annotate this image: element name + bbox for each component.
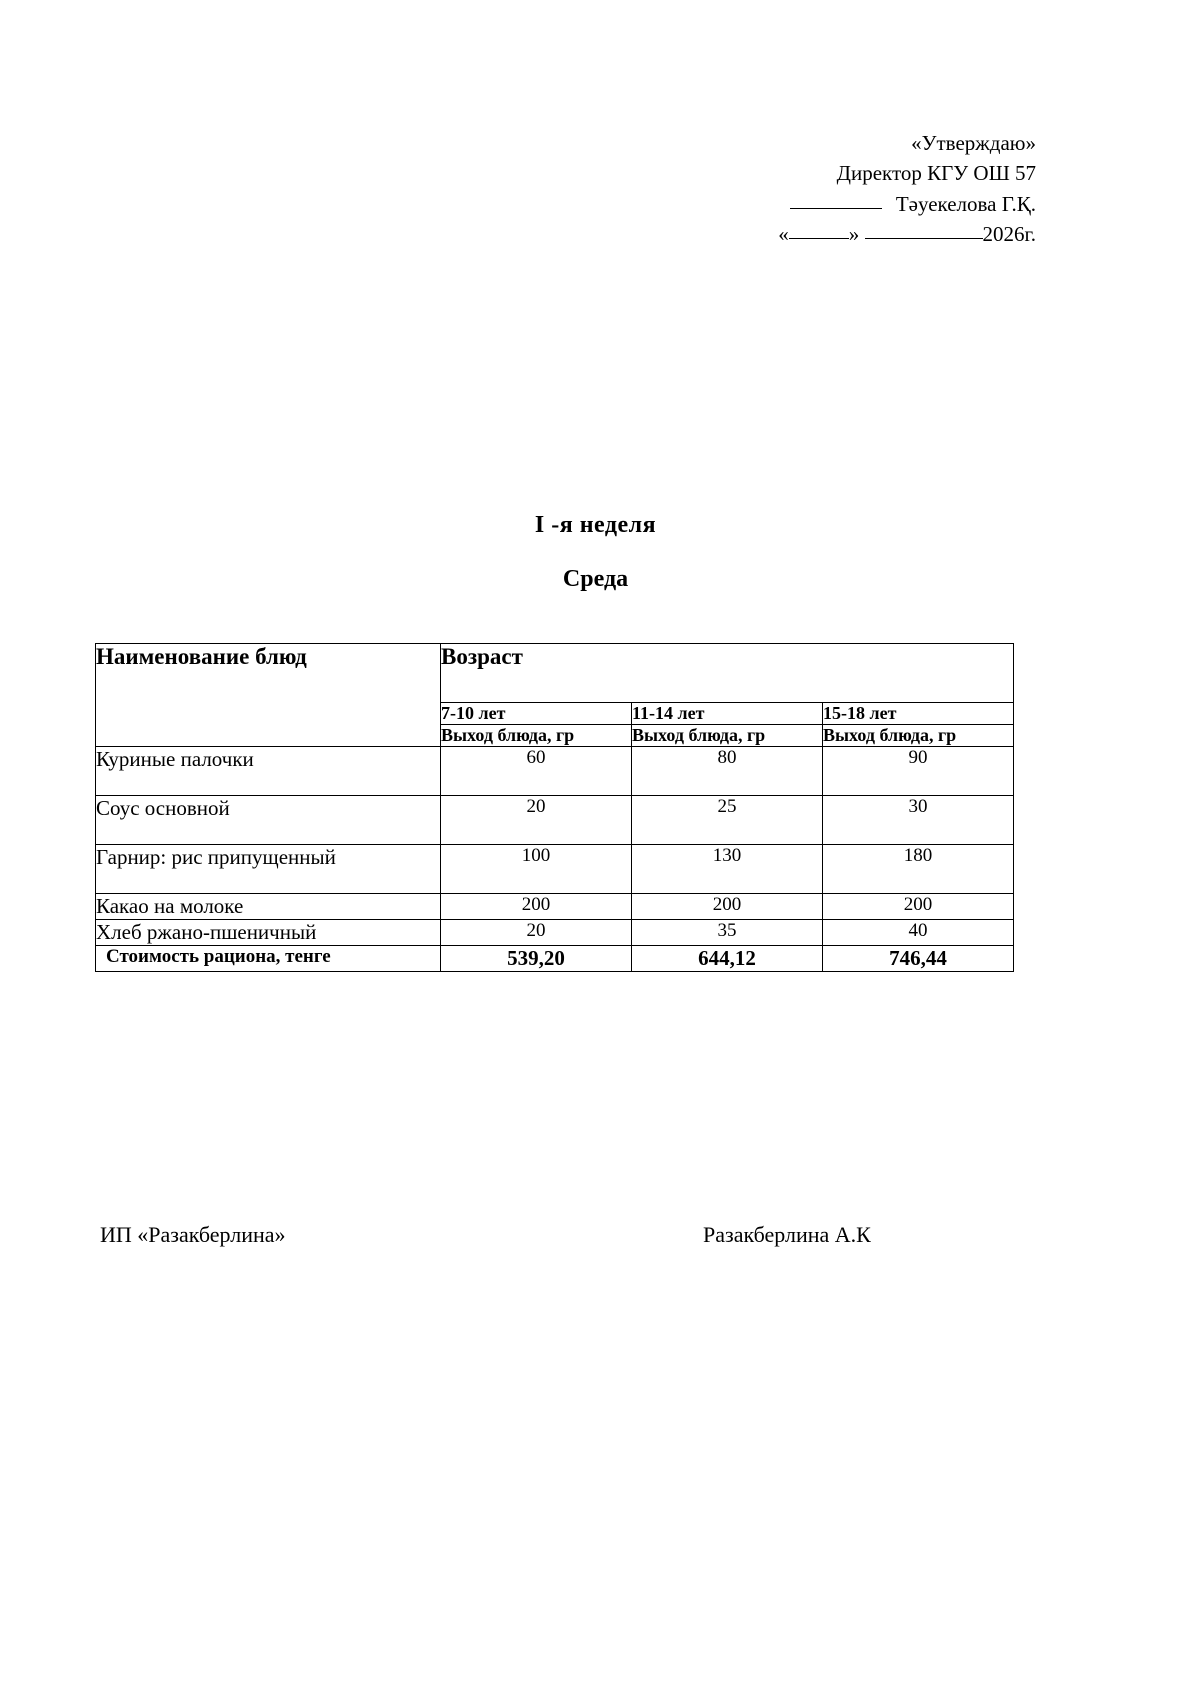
day-title: Среда bbox=[562, 566, 629, 592]
dish-value-15-18: 90 bbox=[823, 747, 1014, 796]
menu-table-container bbox=[95, 643, 1013, 972]
header-yield-0: Выход блюда, гр bbox=[441, 725, 632, 747]
dish-value-15-18: 180 bbox=[823, 845, 1014, 894]
approval-block bbox=[778, 128, 1036, 250]
dish-name: Какао на молоке bbox=[96, 894, 441, 920]
dish-value-7-10: 20 bbox=[441, 920, 632, 946]
table-row bbox=[96, 845, 1014, 894]
dish-value-11-14: 200 bbox=[632, 894, 823, 920]
footer-company: ИП «Разакберлина» bbox=[100, 1222, 286, 1247]
header-yield-1: Выход блюда, гр bbox=[632, 725, 823, 747]
dish-value-15-18: 30 bbox=[823, 796, 1014, 845]
dish-name: Гарнир: рис припущенный bbox=[96, 845, 441, 894]
approval-year: 2026г. bbox=[982, 222, 1036, 247]
table-row bbox=[96, 796, 1014, 845]
dish-value-11-14: 35 bbox=[632, 920, 823, 946]
header-yield-2: Выход блюда, гр bbox=[823, 725, 1014, 747]
dish-value-11-14: 130 bbox=[632, 845, 823, 894]
dish-name: Хлеб ржано-пшеничный bbox=[96, 920, 441, 946]
menu-table bbox=[95, 643, 1014, 972]
dish-value-7-10: 200 bbox=[441, 894, 632, 920]
dish-value-7-10: 100 bbox=[441, 845, 632, 894]
approval-director-title: Директор КГУ ОШ 57 bbox=[836, 161, 1036, 186]
approval-date-line bbox=[778, 219, 1036, 249]
table-row bbox=[96, 747, 1014, 796]
dish-value-15-18: 40 bbox=[823, 920, 1014, 946]
approval-signature-line bbox=[778, 189, 1036, 219]
table-header-row-age bbox=[96, 644, 1014, 703]
footer-signatory: Разакберлина А.К bbox=[703, 1222, 871, 1247]
header-age-group-0: 7-10 лет bbox=[441, 703, 632, 725]
dish-name: Соус основной bbox=[96, 796, 441, 845]
total-value-7-10: 539,20 bbox=[441, 946, 632, 972]
total-value-11-14: 644,12 bbox=[632, 946, 823, 972]
dish-name: Куриные палочки bbox=[96, 747, 441, 796]
signature-underline bbox=[790, 208, 882, 209]
dish-value-11-14: 80 bbox=[632, 747, 823, 796]
approval-director-name: Тәуекелова Г.Қ. bbox=[895, 191, 1036, 216]
dish-value-7-10: 20 bbox=[441, 796, 632, 845]
dish-value-15-18: 200 bbox=[823, 894, 1014, 920]
header-dish-name: Наименование блюд bbox=[96, 644, 441, 747]
header-age-group-2: 15-18 лет bbox=[823, 703, 1014, 725]
total-value-15-18: 746,44 bbox=[823, 946, 1014, 972]
total-label: Стоимость рациона, тенге bbox=[96, 946, 441, 972]
date-quote-open: « bbox=[778, 222, 789, 247]
table-row-total bbox=[96, 946, 1014, 972]
dish-value-7-10: 60 bbox=[441, 747, 632, 796]
month-underline bbox=[865, 238, 983, 239]
header-age-group-1: 11-14 лет bbox=[632, 703, 823, 725]
day-underline bbox=[789, 238, 849, 239]
week-title: I -я неделя bbox=[534, 512, 657, 538]
table-row bbox=[96, 894, 1014, 920]
date-quote-close: » bbox=[848, 222, 860, 247]
approval-stamp: «Утверждаю» bbox=[911, 131, 1036, 155]
header-age: Возраст bbox=[441, 644, 1014, 703]
dish-value-11-14: 25 bbox=[632, 796, 823, 845]
table-row bbox=[96, 920, 1014, 946]
